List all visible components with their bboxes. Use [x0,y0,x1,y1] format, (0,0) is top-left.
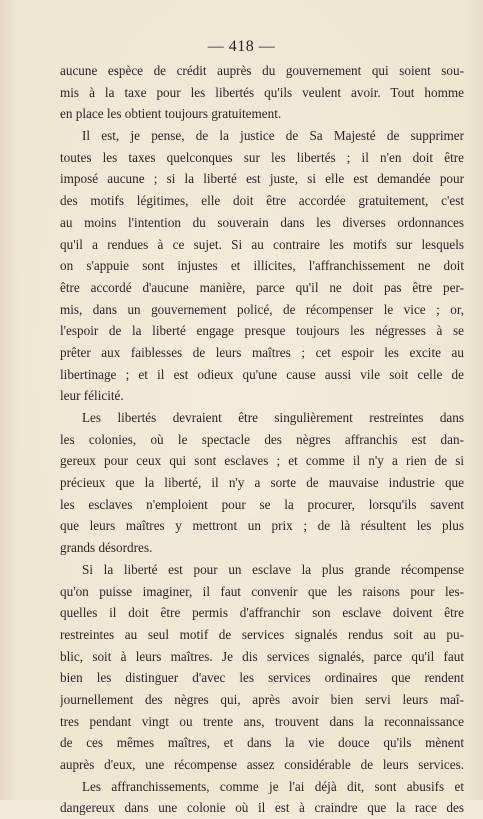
paragraph-start-line: Il est, je pense, de la justice de Sa Majesté de supprimer [82,128,464,144]
page-number: — 418 — [207,38,276,55]
text-line: qu'on puisse imaginer, il faut convenir que les raisons pour les- [60,583,464,599]
text-line: des motifs légitimes, elle doit être accordée gratuitement, c'est [60,193,464,209]
text-line: prêter aux faiblesses de leurs maîtres ; cet espoir les excite au [60,344,464,360]
text-line: au moins l'intention du souverain dans les diverses ordonnances [60,214,464,230]
text-line: les colonies, où le spectacle des nègres affranchis est dan- [60,431,464,447]
text-line: qu'il a rendues à ce sujet. Si au contraire les motifs sur lesquels [60,236,464,252]
text-line: blic, soit à leurs maîtres. Je dis services signalés, parce qu'il faut [60,648,464,664]
text-line: libertinage ; et il est odieux qu'une cause aussi vile soit celle de [60,366,464,382]
text-line: de ces mêmes maîtres, et dans la vie douce qu'ils mènent [60,735,464,751]
text-line: l'espoir de la liberté engage presque toujours les négresses à se [60,323,464,339]
text-line: leur félicité. [60,388,124,404]
text-line: journellement des nègres qui, après avoir bien servi leurs maî- [60,691,464,707]
text-line: toutes les taxes quelconques sur les libertés ; il n'en doit être [60,149,464,165]
paragraph-start-line: Si la liberté est pour un esclave la plus grande récompense [82,561,464,577]
text-line: bien les distinguer d'avec les services ordinaires que rendent [60,670,464,686]
text-line: tres pendant vingt ou trente ans, trouvent dans la reconnaissance [60,713,464,729]
text-line: gereux pour ceux qui sont esclaves ; et comme il n'y a rien de si [60,453,464,469]
text-line: les esclaves n'emploient pour se la procurer, lorsqu'ils savent [60,496,464,512]
text-line: restreintes au seul motif de services signalés rendus soit au pu- [60,626,464,642]
paragraph-start-line: Les affranchissements, comme je l'ai déjà dit, sont abusifs et [82,778,464,794]
text-line: on s'appuie sont injustes et illicites, l'affranchissement ne doit [60,258,464,274]
paragraph-start-line: Les libertés devraient être singulièrement restreintes dans [82,410,464,425]
text-line: en place les obtient toujours gratuitement. [60,106,282,122]
text-line: mis, dans un gouvernement policé, de récompenser le vice ; or, [60,301,464,317]
body-text [60,60,464,819]
text-line: dangereux dans une colonie où il est à craindre que la race des [60,800,464,816]
text-line: aucune espèce de crédit auprès du gouvernement qui soient sou- [60,63,464,78]
text-line: être accordé d'aucune manière, parce qu'il ne doit pas être per- [60,279,464,295]
text-line: précieux que la liberté, il n'y a sorte de mauvaise industrie que [60,475,464,491]
text-line: grands désordres. [60,540,153,556]
text-line: auprès d'eux, une récompense assez considérable de leurs services. [60,757,464,772]
text-line: que leurs maîtres y mettront un prix ; de là résultent les plus [60,518,464,534]
text-line: quelles il doit être permis d'affranchir son esclave doivent être [60,605,464,621]
text-line: mis à la taxe pour les libertés qu'ils veulent avoir. Tout homme [60,84,464,100]
text-line: imposé aucune ; si la liberté est juste, si elle est demandée pour [60,171,464,187]
